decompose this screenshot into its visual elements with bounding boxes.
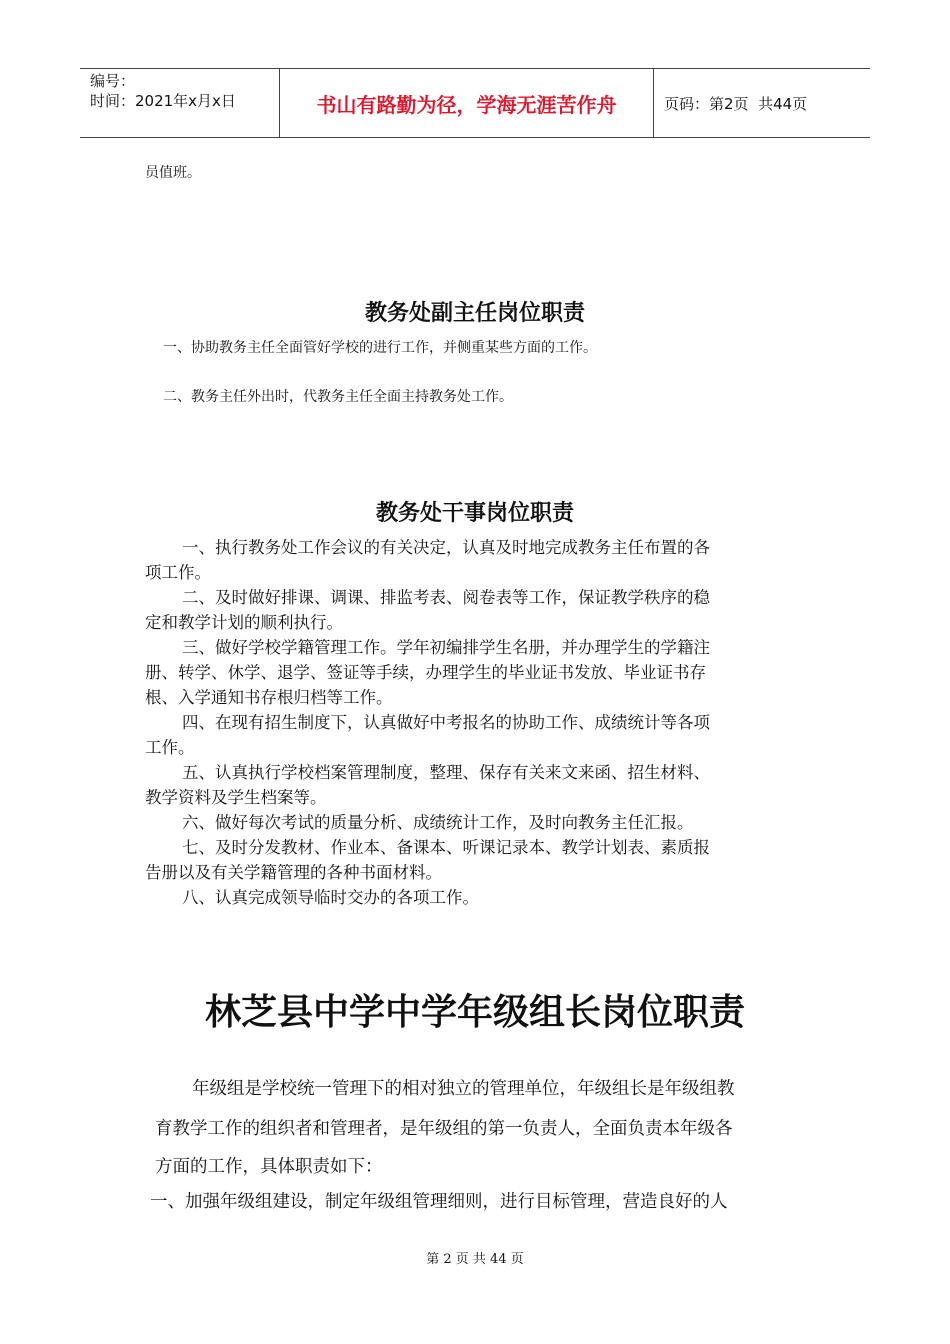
section2-line: 教学资料及学生档案等。 [145, 788, 327, 807]
section3-line: 一、加强年级组建设，制定年级组管理细则，进行目标管理，营造良好的人 [150, 1192, 728, 1212]
section2-line: 册、转学、休学、退学、签证等手续，办理学生的毕业证书发放、毕业证书存 [145, 663, 706, 682]
header-page-text: 页码：第2页 共44页 [664, 94, 808, 113]
section3-line: 方面的工作，具体职责如下： [155, 1157, 383, 1177]
section2-line: 二、及时做好排课、调课、排监考表、阅卷表等工作，保证教学秩序的稳 [182, 588, 710, 607]
header-page-info [654, 69, 870, 137]
section2-line: 定和教学计划的顺利执行。 [145, 613, 343, 632]
section2-line: 四、在现有招生制度下，认真做好中考报名的协助工作、成绩统计等各项 [182, 713, 710, 732]
header-time: 时间：2021年x月x日 [90, 92, 236, 110]
section2-line: 根、入学通知书存根归档等工作。 [145, 688, 393, 707]
section3-line: 年级组是学校统一管理下的相对独立的管理单位，年级组长是年级组教 [192, 1079, 735, 1099]
header-motto: 书山有路勤为径，学海无涯苦作舟 [280, 69, 654, 137]
section2-line: 工作。 [145, 738, 195, 757]
section1-item: 一、协助教务主任全面管好学校的进行工作，并侧重某些方面的工作。 [163, 340, 597, 356]
section2-line: 八、认真完成领导临时交办的各项工作。 [182, 888, 479, 907]
section2-line: 五、认真执行学校档案管理制度，整理、保存有关来文来函、招生材料、 [182, 763, 710, 782]
section3-title: 林芝县中学中学年级组长岗位职责 [204, 992, 745, 1033]
section2-line: 项工作。 [145, 563, 211, 582]
top-fragment: 员值班。 [145, 165, 201, 181]
section2-line: 六、做好每次考试的质量分析、成绩统计工作，及时向教务主任汇报。 [182, 813, 694, 832]
section1-title: 教务处副主任岗位职责 [364, 301, 585, 326]
page-footer: 第 2 页 共 44 页 [426, 1252, 524, 1267]
section1-item: 二、教务主任外出时，代教务主任全面主持教务处工作。 [163, 389, 513, 405]
header-meta [80, 69, 280, 137]
section2-line: 告册以及有关学籍管理的各种书面材料。 [145, 863, 442, 882]
section2-line: 一、执行教务处工作会议的有关决定，认真及时地完成教务主任布置的各 [182, 538, 710, 557]
document-header [80, 68, 870, 138]
section2-line: 七、及时分发教材、作业本、备课本、听课记录本、教学计划表、素质报 [182, 838, 710, 857]
section2-title: 教务处干事岗位职责 [375, 501, 574, 526]
section3-line: 育教学工作的组织者和管理者，是年级组的第一负责人，全面负责本年级各 [155, 1119, 733, 1139]
section2-line: 三、做好学校学籍管理工作。学年初编排学生名册，并办理学生的学籍注 [182, 638, 710, 657]
header-number: 编号： [90, 72, 136, 90]
